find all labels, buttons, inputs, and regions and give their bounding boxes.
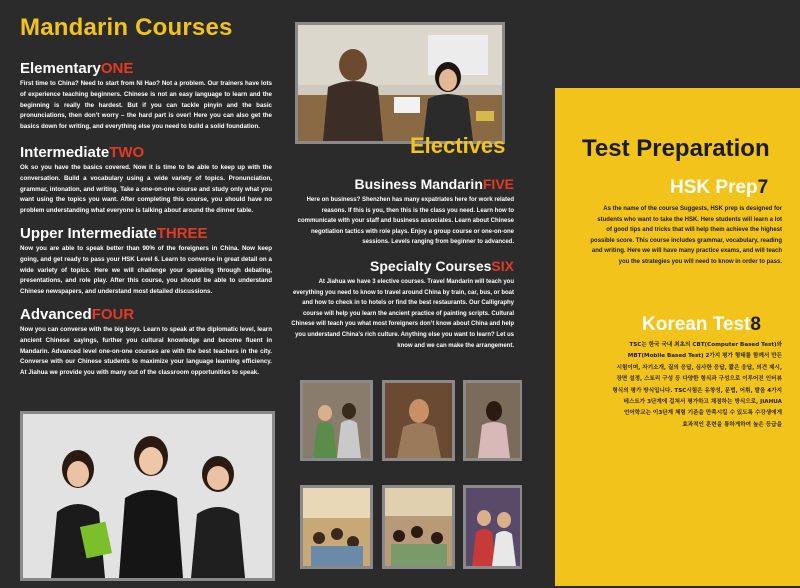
- course-title: [20, 144, 272, 161]
- course-upper-intermediate: [20, 225, 272, 298]
- course-title: [290, 258, 514, 275]
- course-description: Now you are able to speak better than 90% of the foreigners in China. Now keep going, and get ready to pass your HSK Level 6. Learn to converse in great detail on a wide variety of topics. Here we will challenge your speaking through debating, presentations, and role play. After this course, you should be able to understand Chinese newspapers, and understand most detailed discussions.: [20, 244, 272, 296]
- course-number: THREE: [156, 224, 208, 242]
- course-title: [20, 306, 272, 323]
- elective-specialty: [290, 258, 514, 351]
- korean-line: 장면 설정, 스토리 구성 등 다양한 형식과 구성으로 이루어진 인터뷰: [616, 376, 782, 383]
- course-number: ONE: [100, 60, 134, 77]
- activity-photo-3: [463, 380, 523, 461]
- activity-photo-4: [300, 485, 373, 569]
- course-description: First time to China? Need to start from Ni Hao? Not a problem. Our trainers have lots of experience teaching beginners. Chinese is not an easy language to learn and the beginning is really the hardest. But if you can tackle pinyin and the basic pronunciations, then don’t worry – the hard part is over! Here you can also get the basics down for writing, and everything else you need to build a solid foundation.: [20, 80, 272, 131]
- course-title: [20, 225, 272, 242]
- hsk-title-text: HSK Prep: [670, 177, 758, 198]
- page-title: Mandarin Courses: [20, 14, 233, 41]
- course-number: FOUR: [91, 305, 135, 323]
- korean-title: [642, 314, 761, 336]
- korean-line: TSC는 한국 국내 최초의 CBT(Computer Based Test)와: [629, 342, 782, 348]
- activity-illustration: [466, 488, 520, 566]
- korean-title-text: Korean Test: [642, 314, 751, 335]
- electives-title: Electives: [410, 133, 506, 158]
- course-description: At Jiahua we have 3 elective courses. Travel Mandarin will teach you everything you need to know to travel around China by train, car, bus, or boat and how to check in to hotels or find the best restaurants. Our Calligraphy course will help you learn the ancient practice of painting scripts. Cultural Chinese will teach you what most foreigners don’t know about China and help you understand China’s rich culture. Anything else you want to learn? Let us know and we can make the arrangement.: [291, 279, 514, 349]
- course-title: [20, 60, 272, 77]
- course-description: Here on business? Shenzhen has many expatriates here for work related reasons. If this is you, then this is the class you need. Learn how to communicate with your staff and business associates. Learn about Chinese negotiation tactics with role plays. Enjoy a group course or one-on-one sessions. Levels ranging from beginner to advanced.: [297, 197, 514, 246]
- course-description: Ok so you have the basics covered. Now it is time to be able to keep up with the conversation. Build a vocabulary using a wide variety of topics. Pronunciation, grammar, intonation, and writing. Take a one-on-one course and study only what you want using the topics you want. After completing this course, you should have no problem understanding what everyone is talking about around the dinner table.: [20, 163, 272, 215]
- course-title-text: Specialty Courses: [370, 258, 492, 274]
- activity-illustration: [466, 383, 520, 458]
- activity-illustration: [385, 488, 452, 566]
- course-number: TWO: [109, 143, 145, 161]
- activity-illustration: [303, 488, 370, 566]
- course-title: [290, 176, 514, 193]
- korean-line: 시험이며, 자기소개, 질의 응답, 심사한 응답, 짧은 응답, 의견 제시,: [616, 364, 782, 371]
- hsk-number: 7: [757, 177, 769, 198]
- course-title-text: Elementary: [20, 60, 101, 77]
- activity-photo-2: [382, 380, 455, 461]
- korean-number: 8: [750, 314, 761, 335]
- elective-business: [290, 176, 514, 248]
- activity-photo-5: [382, 485, 455, 569]
- students-illustration: [23, 414, 272, 578]
- course-title-text: Advanced: [20, 305, 92, 323]
- classroom-photo: [295, 22, 505, 144]
- course-title-text: Intermediate: [20, 143, 110, 161]
- korean-line: 테스트가 3단계에 걸쳐서 평가하고 채점하는 방식으로, JIAHUA: [623, 399, 782, 406]
- classroom-illustration: [298, 25, 502, 141]
- course-description: Now you can converse with the big boys. Learn to speak at the diplomatic level, learn ancient Chinese sayings, further you cultural knowledge and become fluent in Mandarin. Advanced level one-on-one courses are with the best teachers in the city. Converse with our Chinese students to maximize your language learning efficiency. At Jiahua we provide you with many out of the classroom opportunities to speak.: [20, 325, 272, 377]
- students-photo: [20, 411, 275, 581]
- activity-photo-1: [300, 380, 373, 461]
- course-advanced: [20, 306, 272, 379]
- test-prep-title: Test Preparation: [582, 135, 770, 162]
- course-elementary: [20, 60, 272, 133]
- course-title-text: Business Mandarin: [354, 176, 483, 192]
- korean-line: MBT(Mobile Based Test) 2가지 평가 형태를 함께서 만든: [627, 353, 782, 360]
- course-title-text: Upper Intermediate: [20, 224, 157, 242]
- course-intermediate: [20, 144, 272, 217]
- activity-illustration: [385, 383, 452, 458]
- korean-line: 효과적인 훈련을 통하게하여 높은 등급을: [682, 421, 782, 428]
- korean-line: 언어학교는 이3단계 체험 기준을 만족시킬 수 있도록 수강생에게: [623, 410, 782, 417]
- korean-line: 형식의 평가 방식입니다. TSC시험은 유창성, 문법, 어휘, 발음 4가지: [612, 387, 782, 394]
- activity-photo-6: [463, 485, 523, 569]
- hsk-title: [670, 177, 768, 199]
- course-number: SIX: [491, 258, 514, 274]
- korean-description: [580, 340, 782, 431]
- course-number: FIVE: [482, 176, 514, 192]
- hsk-description: As the name of the course Suggests, HSK prep is designed for students who want to take the HSK. Here students will learn a lot of good tips and tricks that will help them achieve the highest possible score. This course includes grammar, vocabulary, reading and writing. Here we will have many practice exams, and will teach you the strategies you will need to know in order to pass.: [590, 206, 782, 265]
- activity-illustration: [303, 383, 370, 458]
